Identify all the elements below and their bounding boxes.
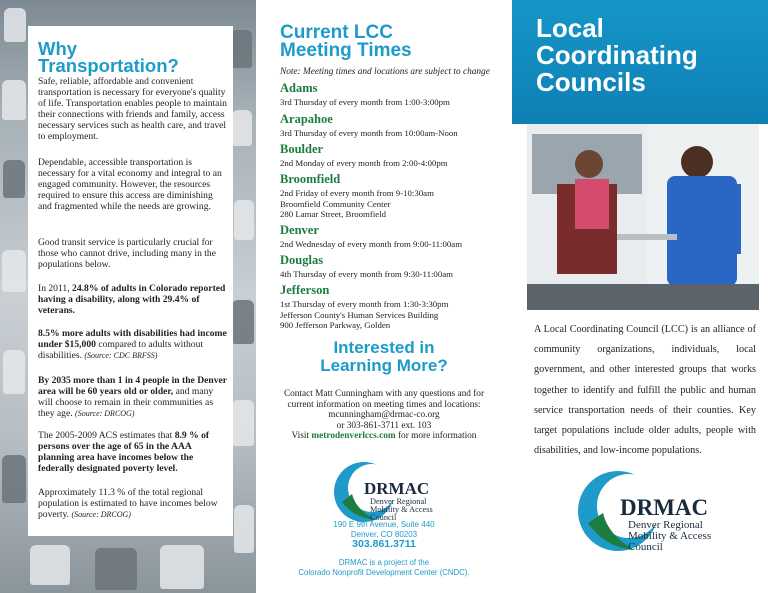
svg-text:Mobility & Access: Mobility & Access: [370, 505, 433, 514]
meeting-times-title: Current LCC Meeting Times: [280, 22, 412, 61]
svg-text:Council: Council: [370, 513, 397, 522]
svg-text:Council: Council: [628, 541, 663, 553]
project-note: DRMAC is a project of the Colorado Nonprofit Development Center (CNDC).: [298, 558, 470, 577]
lcc-description: A Local Coordinating Council (LCC) is an alliance of community organizations, individuals, local government, and other interested groups that works together to identify and fulfill the public and human service transportation needs of their counties. Key target populations include older adults, people with disabilities, and low-income populations.: [534, 324, 756, 457]
lcc-header: [512, 0, 768, 124]
svg-text:DRMAC: DRMAC: [620, 495, 709, 520]
paragraph-2: Dependable, accessible transportation is necessary for a vital economy and integral to an engaged community. However, the resources required to ensure this access are diminishing and fragmented while the needs are growing.: [38, 157, 222, 213]
drmac-logo-large: [576, 465, 726, 555]
paragraph-6: By 2035 more than 1 in 4 people in the Denver area will be 60 years old or older, and many will choose to remain in their communities as they age. (Source: DRCOG): [38, 375, 227, 420]
right-panel: [512, 0, 768, 593]
address: 190 E 9th Avenue, Suite 440 Denver, CO 80203: [333, 520, 435, 539]
contact-info: Contact Matt Cunningham with any questions and for current information on meeting times and locations: mcunningham@drmac-co.org or 303-861-3711 ext. 103 Visit metrodenverlccs.com for more information: [256, 389, 512, 442]
schedule-note: Note: Meeting times and locations are subject to change: [280, 67, 490, 77]
svg-text:Mobility & Access: Mobility & Access: [628, 530, 712, 542]
why-transportation-card: [28, 26, 233, 536]
paragraph-7: The 2005-2009 ACS estimates that 8.9 % of persons over the age of 65 in the AAA planning area have incomes below the federally designated poverty level.: [38, 430, 210, 475]
lcc-title: Local Coordinating Councils: [536, 13, 698, 97]
svg-text:DRMAC: DRMAC: [364, 479, 430, 498]
county-broomfield: Broomfield 2nd Friday of every month from 9-10:30am Broomfield Community Center 280 Lamar Street, Broomfield: [280, 172, 434, 219]
paragraph-5: 8.5% more adults with disabilities had income under $15,000 compared to adults without disabilities. (Source: CDC BRFSS): [38, 328, 227, 362]
left-panel: [0, 0, 256, 593]
county-jefferson: Jefferson 1st Thursday of every month from 1:30-3:30pm Jefferson County's Human Services Building 900 Jefferson Parkway, Golden: [280, 283, 449, 330]
paragraph-3: Good transit service is particularly crucial for those who cannot drive, including many in the populations below.: [38, 237, 216, 271]
middle-panel: [256, 0, 512, 593]
county-denver: Denver 2nd Wednesday of every month from 9:00-11:00am: [280, 223, 463, 249]
phone-number: 303.861.3711: [352, 538, 416, 550]
paragraph-8: Approximately 11.3 % of the total regional population is estimated to have incomes below poverty. (Source: DRCOG): [38, 487, 218, 521]
drmac-logo: [332, 458, 442, 524]
contact-email[interactable]: mcunningham@drmac-co.org: [328, 410, 440, 420]
interested-heading: Interested in Learning More?: [320, 338, 448, 375]
svg-text:Denver Regional: Denver Regional: [370, 497, 427, 506]
county-arapahoe: Arapahoe 3rd Thursday of every month from 10:00am-Noon: [280, 112, 458, 138]
county-douglas: Douglas 4th Thursday of every month from 9:30-11:00am: [280, 253, 453, 279]
van-wheelchair-photo: [527, 124, 759, 310]
county-boulder: Boulder 2nd Monday of every month from 2:00-4:00pm: [280, 142, 448, 168]
county-adams: Adams 3rd Thursday of every month from 1:00-3:00pm: [280, 81, 450, 107]
website-link[interactable]: metrodenverlccs.com: [311, 431, 396, 441]
paragraph-4: In 2011, 24.8% of adults in Colorado reported having a disability, along with 29.4% of veterans.: [38, 283, 226, 317]
svg-text:Denver Regional: Denver Regional: [628, 519, 703, 531]
paragraph-1: Safe, reliable, affordable and convenient transportation is necessary for everyone's quality of life. Transportation enables people to maintain their connections with friends and family, access necessary services such as health care, and travel to employment.: [38, 76, 227, 143]
why-transportation-title: Why Transportation?: [38, 38, 179, 76]
